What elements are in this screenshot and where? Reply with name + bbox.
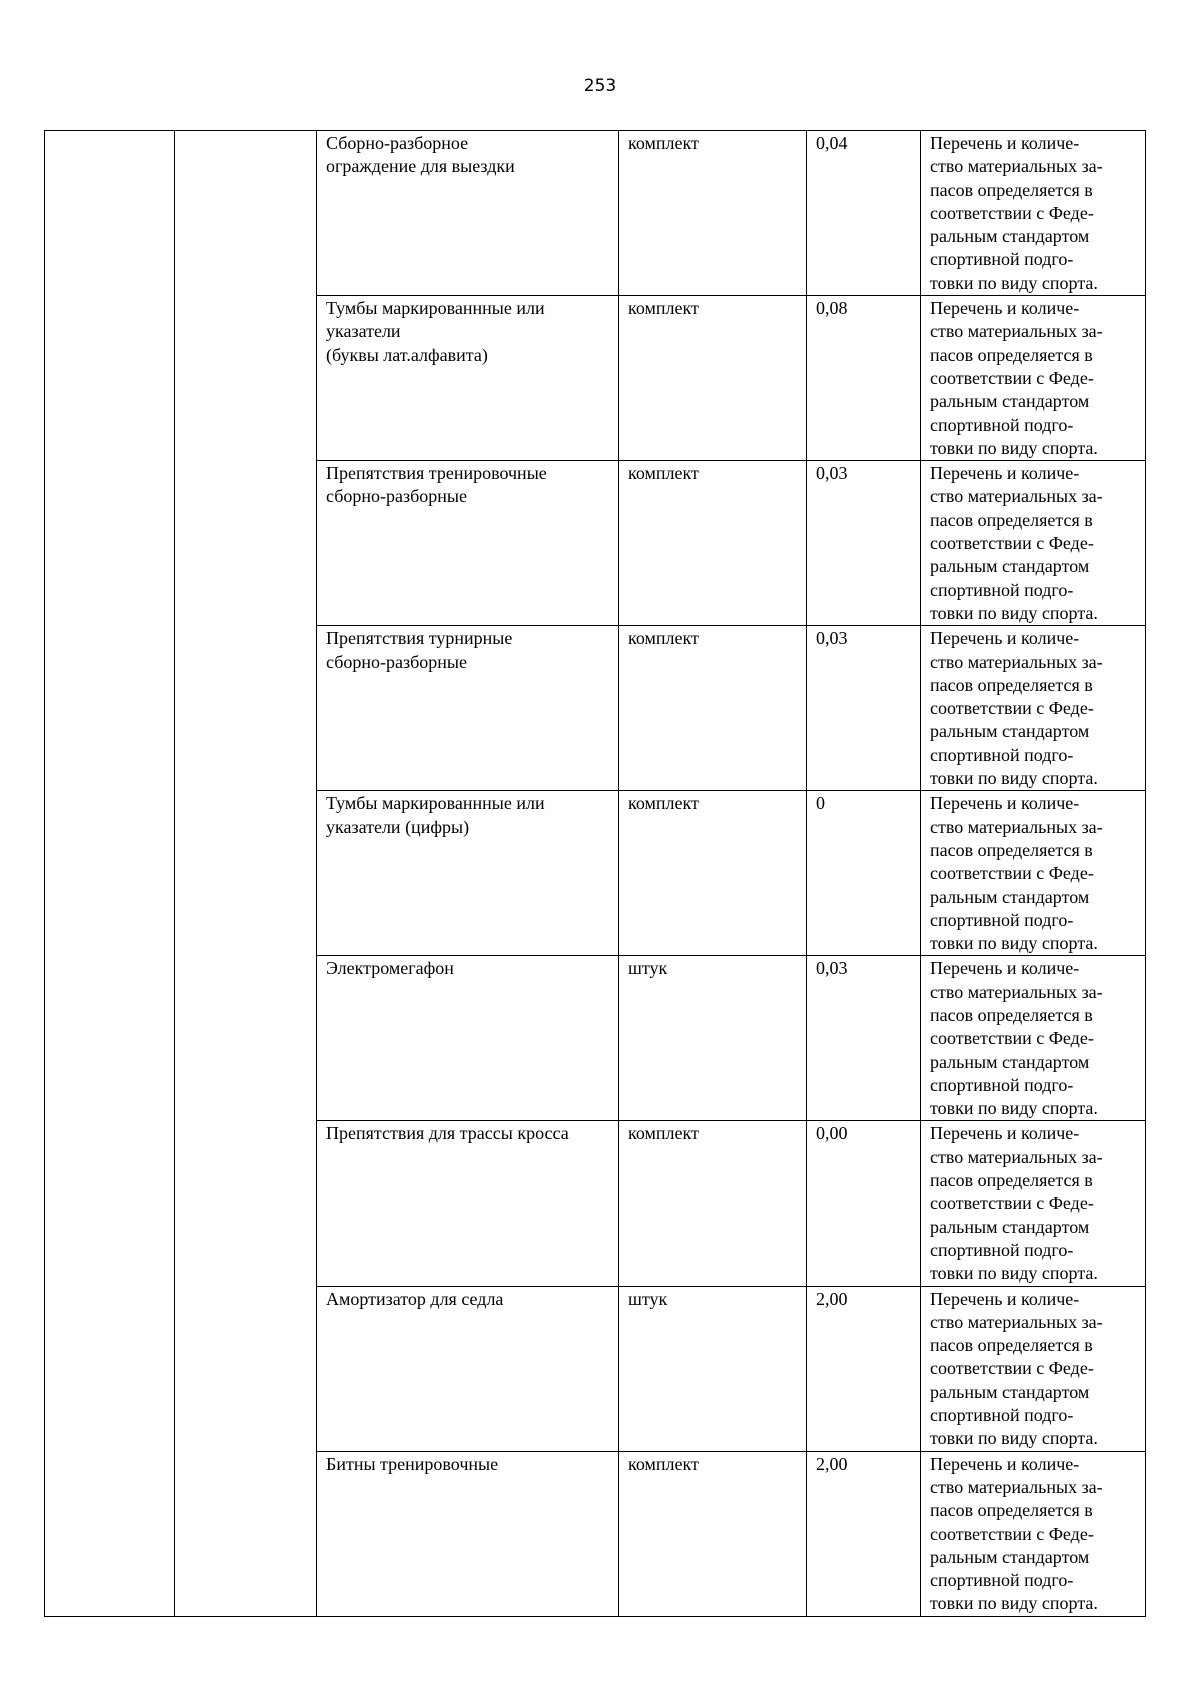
quantity-cell: 0,03 xyxy=(807,461,921,626)
quantity-cell: 2,00 xyxy=(807,1451,921,1616)
unit-cell: комплект xyxy=(619,626,807,791)
note-cell: Перечень и количе- ство материальных за- пасов определяется в соответствии с Феде- ральным стандартом спортивной подго- товки по виду спорта. xyxy=(921,131,1146,296)
unit-cell: комплект xyxy=(619,791,807,956)
item-name-cell: Электромегафон xyxy=(317,956,619,1121)
quantity-cell: 0,08 xyxy=(807,296,921,461)
note-cell: Перечень и количе- ство материальных за- пасов определяется в соответствии с Феде- ральным стандартом спортивной подго- товки по виду спорта. xyxy=(921,461,1146,626)
quantity-cell: 0,03 xyxy=(807,626,921,791)
item-name-cell: Препятствия тренировочные сборно-разборные xyxy=(317,461,619,626)
item-name-cell: Тумбы маркированнные или указатели (цифры) xyxy=(317,791,619,956)
quantity-cell: 0,03 xyxy=(807,956,921,1121)
note-cell: Перечень и количе- ство материальных за- пасов определяется в соответствии с Феде- ральным стандартом спортивной подго- товки по виду спорта. xyxy=(921,296,1146,461)
note-cell: Перечень и количе- ство материальных за- пасов определяется в соответствии с Феде- ральным стандартом спортивной подго- товки по виду спорта. xyxy=(921,1451,1146,1616)
table-row xyxy=(45,131,1146,296)
item-name-cell: Сборно-разборное ограждение для выездки xyxy=(317,131,619,296)
page-number: 253 xyxy=(583,76,617,96)
item-name-cell: Битны тренировочные xyxy=(317,1451,619,1616)
note-cell: Перечень и количе- ство материальных за- пасов определяется в соответствии с Феде- ральным стандартом спортивной подго- товки по виду спорта. xyxy=(921,1286,1146,1451)
item-name-cell: Препятствия турнирные сборно-разборные xyxy=(317,626,619,791)
equipment-table xyxy=(44,130,1146,1617)
merged-empty-cell-1 xyxy=(45,131,175,1617)
quantity-cell: 0,00 xyxy=(807,1121,921,1286)
quantity-cell: 0 xyxy=(807,791,921,956)
unit-cell: комплект xyxy=(619,1451,807,1616)
unit-cell: комплект xyxy=(619,131,807,296)
unit-cell: штук xyxy=(619,956,807,1121)
note-cell: Перечень и количе- ство материальных за- пасов определяется в соответствии с Феде- ральным стандартом спортивной подго- товки по виду спорта. xyxy=(921,791,1146,956)
merged-empty-cell-2 xyxy=(175,131,317,1617)
note-cell: Перечень и количе- ство материальных за- пасов определяется в соответствии с Феде- ральным стандартом спортивной подго- товки по виду спорта. xyxy=(921,1121,1146,1286)
note-cell: Перечень и количе- ство материальных за- пасов определяется в соответствии с Феде- ральным стандартом спортивной подго- товки по виду спорта. xyxy=(921,956,1146,1121)
item-name-cell: Амортизатор для седла xyxy=(317,1286,619,1451)
unit-cell: комплект xyxy=(619,461,807,626)
unit-cell: комплект xyxy=(619,1121,807,1286)
note-cell: Перечень и количе- ство материальных за- пасов определяется в соответствии с Феде- ральным стандартом спортивной подго- товки по виду спорта. xyxy=(921,626,1146,791)
quantity-cell: 2,00 xyxy=(807,1286,921,1451)
unit-cell: штук xyxy=(619,1286,807,1451)
item-name-cell: Препятствия для трассы кросса xyxy=(317,1121,619,1286)
item-name-cell: Тумбы маркированнные или указатели (буквы лат.алфавита) xyxy=(317,296,619,461)
quantity-cell: 0,04 xyxy=(807,131,921,296)
unit-cell: комплект xyxy=(619,296,807,461)
